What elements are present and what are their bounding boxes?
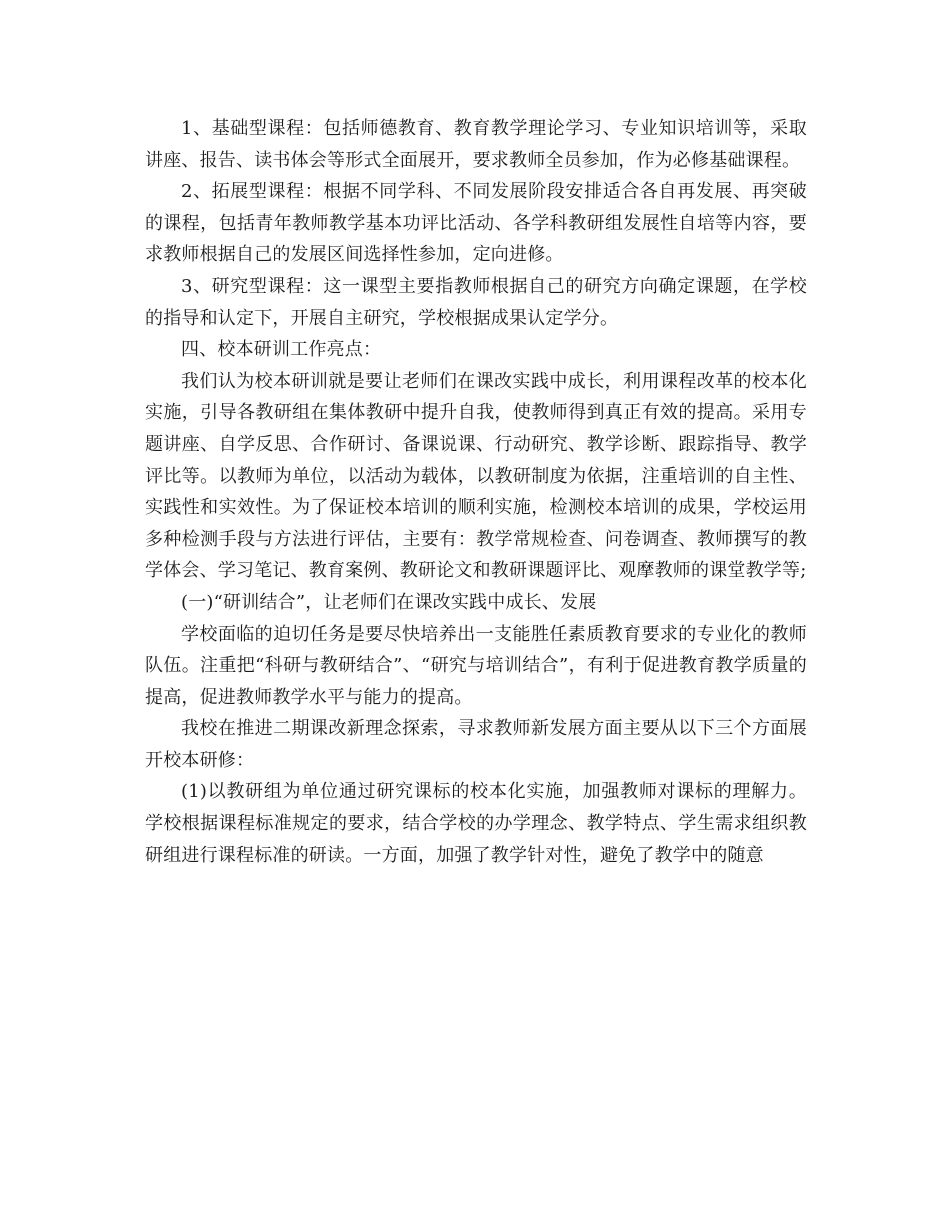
paragraph-extended-course: 2、拓展型课程：根据不同学科、不同发展阶段安排适合各自再发展、再突破的课程，包括青年教师教学基本功评比活动、各学科教研组发展性自培等内容，要求教师根据自己的发展区间选择性参加，定向进修。: [145, 181, 807, 266]
paragraph-curriculum-standards: (1)以教研组为单位通过研究课标的校本化实施，加强教师对课标的理解力。学校根据课程标准规定的要求，结合学校的办学理念、教学特点、学生需求组织教研组进行课程标准的研读。一方面，加强了教学针对性，避免了教学中的随意: [145, 781, 807, 866]
section-heading-highlights: 四、校本研训工作亮点：: [181, 339, 382, 361]
subheading-research-training: (一)“研训结合”，让老师们在课改实践中成长、发展: [181, 591, 597, 613]
paragraph-research-course: 3、研究型课程：这一课型主要指教师根据自己的研究方向确定课题，在学校的指导和认定下，开展自主研究，学校根据成果认定学分。: [145, 275, 807, 329]
paragraph-teacher-team: 学校面临的迫切任务是要尽快培养出一支能胜任素质教育要求的专业化的教师队伍。注重把“科研与教研结合”、“研究与培训结合”，有利于促进教育教学质量的提高，促进教师教学水平与能力的提高。: [145, 623, 807, 708]
document-page: [145, 113, 807, 871]
paragraph-three-aspects: 我校在推进二期课改新理念探索，寻求教师新发展方面主要从以下三个方面展开校本研修：: [145, 718, 807, 771]
paragraph-school-training: 我们认为校本研训就是要让老师们在课改实践中成长，利用课程改革的校本化实施，引导各教研组在集体教研中提升自我，使教师得到真正有效的提高。采用专题讲座、自学反思、合作研讨、备课说课、行动研究、教学诊断、跟踪指导、教学评比等。以教师为单位，以活动为载体，以教研制度为依据，注重培训的自主性、实践性和实效性。为了保证校本培训的顺利实施，检测校本培训的成果，学校运用多种检测手段与方法进行评估，主要有：教学常规检查、问卷调查、教师撰写的教学体会、学习笔记、教育案例、教研论文和教研课题评比、观摩教师的课堂教学等;: [145, 370, 807, 582]
paragraph-basic-course: 1、基础型课程：包括师德教育、教育教学理论学习、专业知识培训等，采取讲座、报告、读书体会等形式全面展开，要求教师全员参加，作为必修基础课程。: [145, 118, 807, 171]
